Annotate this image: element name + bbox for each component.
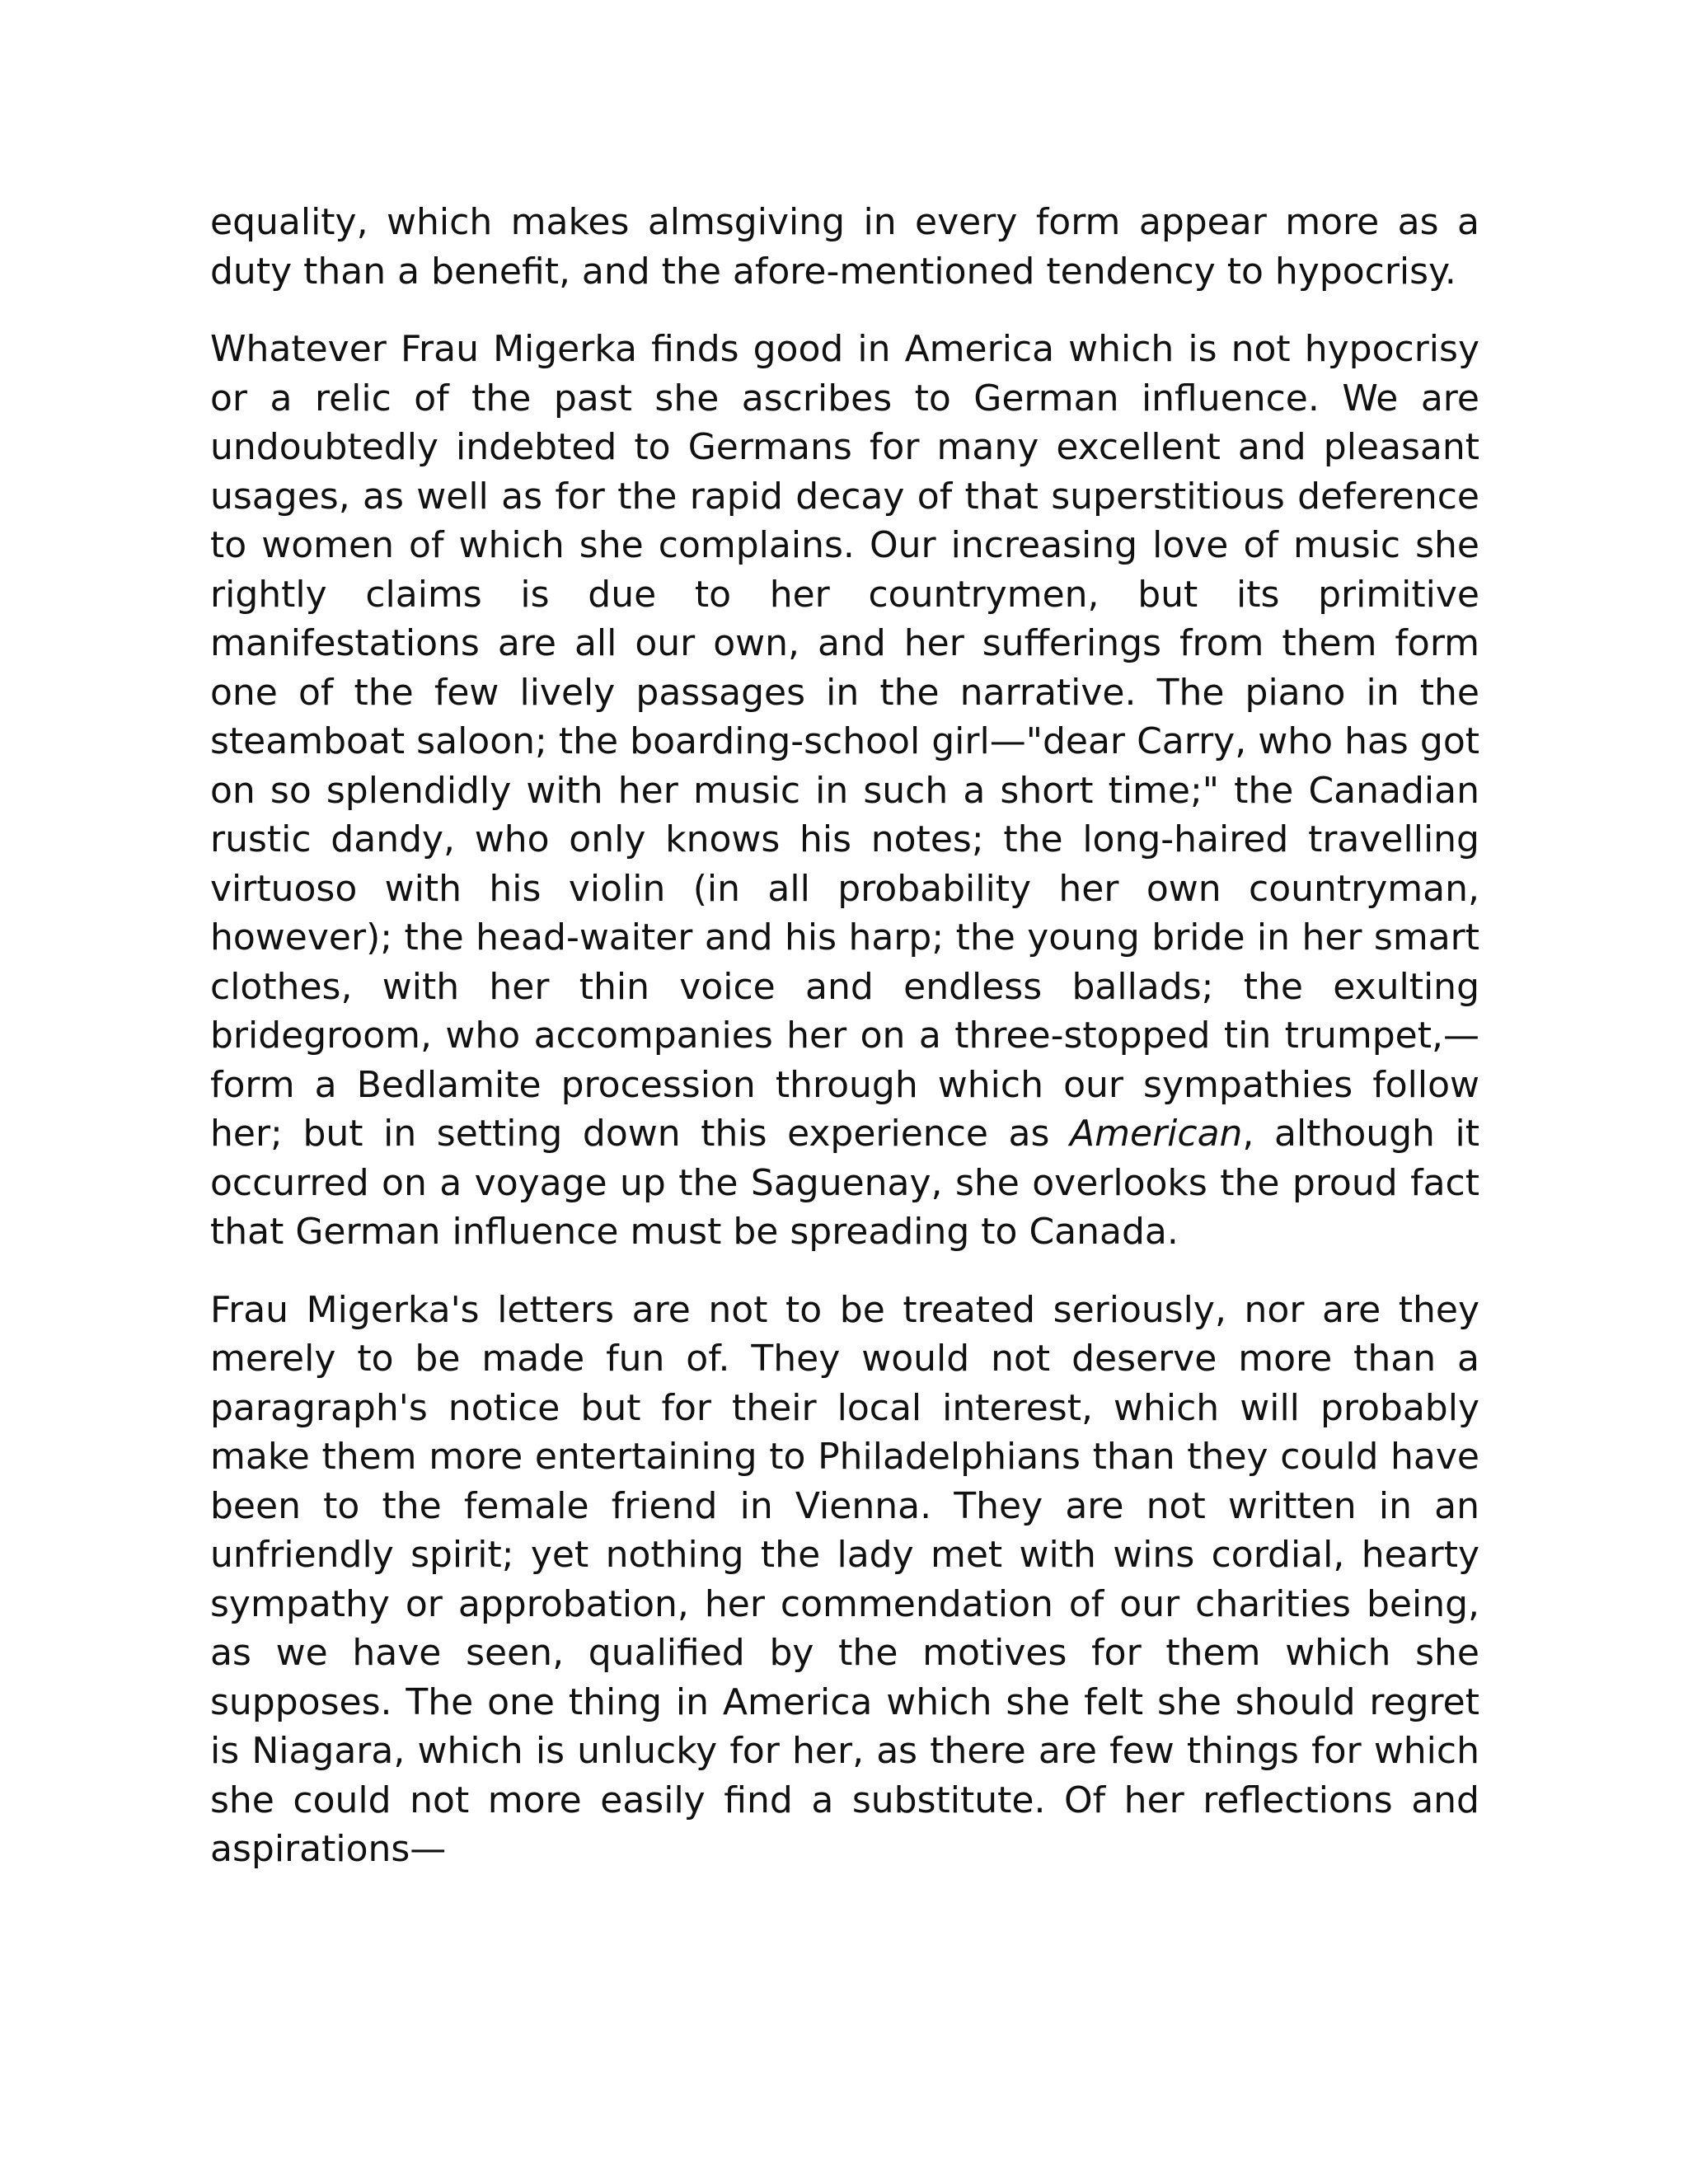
paragraph-1-text: equality, which makes almsgiving in every form appear more as a duty than a benefit, and the afore-mentioned tendency to hypocrisy. [210, 201, 1479, 293]
paragraph-2-text: Whatever Frau Migerka finds good in America which is not hypocrisy or a relic of the past she ascribes to German influence. We are undoubtedly indebted to Germans for many excellent and pleasant usages, as well as for the rapid decay of that superstitious deference to women of which she complains. Our increasing love of music she rightly claims is due to her countrymen, but its primitive manifestations are all our own, and her sufferings from them form one of the few lively passages in the narrative. The piano in the steamboat saloon; the boarding-school girl—"dear Carry, who has got on so splendidly with her music in such a short time;" the Canadian rustic dandy, who only knows his notes; the long-haired travelling virtuoso with his violin (in all probability her own countryman, however); the head-waiter and his harp; the young bride in her smart clothes, with her thin voice and endless ballads; the exulting bridegroom, who accompanies her on a three-stopped tin trumpet,—form a Bedlamite procession through which our sympathies follow her; but in setting down this experience as [210, 328, 1479, 1155]
paragraph-2-emphasis: American [1070, 1113, 1243, 1155]
paragraph-3 [210, 1286, 1479, 1874]
paragraph-1 [210, 198, 1479, 296]
paragraph-2 [210, 325, 1479, 1257]
paragraph-3-text: Frau Migerka's letters are not to be treated seriously, nor are they merely to be made fun of. They would not deserve more than a paragraph's notice but for their local interest, which will probably make them more entertaining to Philadelphians than they could have been to the female friend in Vienna. They are not written in an unfriendly spirit; yet nothing the lady met with wins cordial, hearty sympathy or approbation, her commendation of our charities being, as we have seen, qualified by the motives for them which she supposes. The one thing in America which she felt she should regret is Niagara, which is unlucky for her, as there are few things for which she could not more easily find a substitute. Of her reflections and aspirations— [210, 1288, 1479, 1870]
paragraph-2-text-after: , although it occurred on a voyage up the Saguenay, she overlooks the proud fact that German influence must be spreading to Canada. [210, 1113, 1479, 1253]
document-page [210, 198, 1479, 1874]
